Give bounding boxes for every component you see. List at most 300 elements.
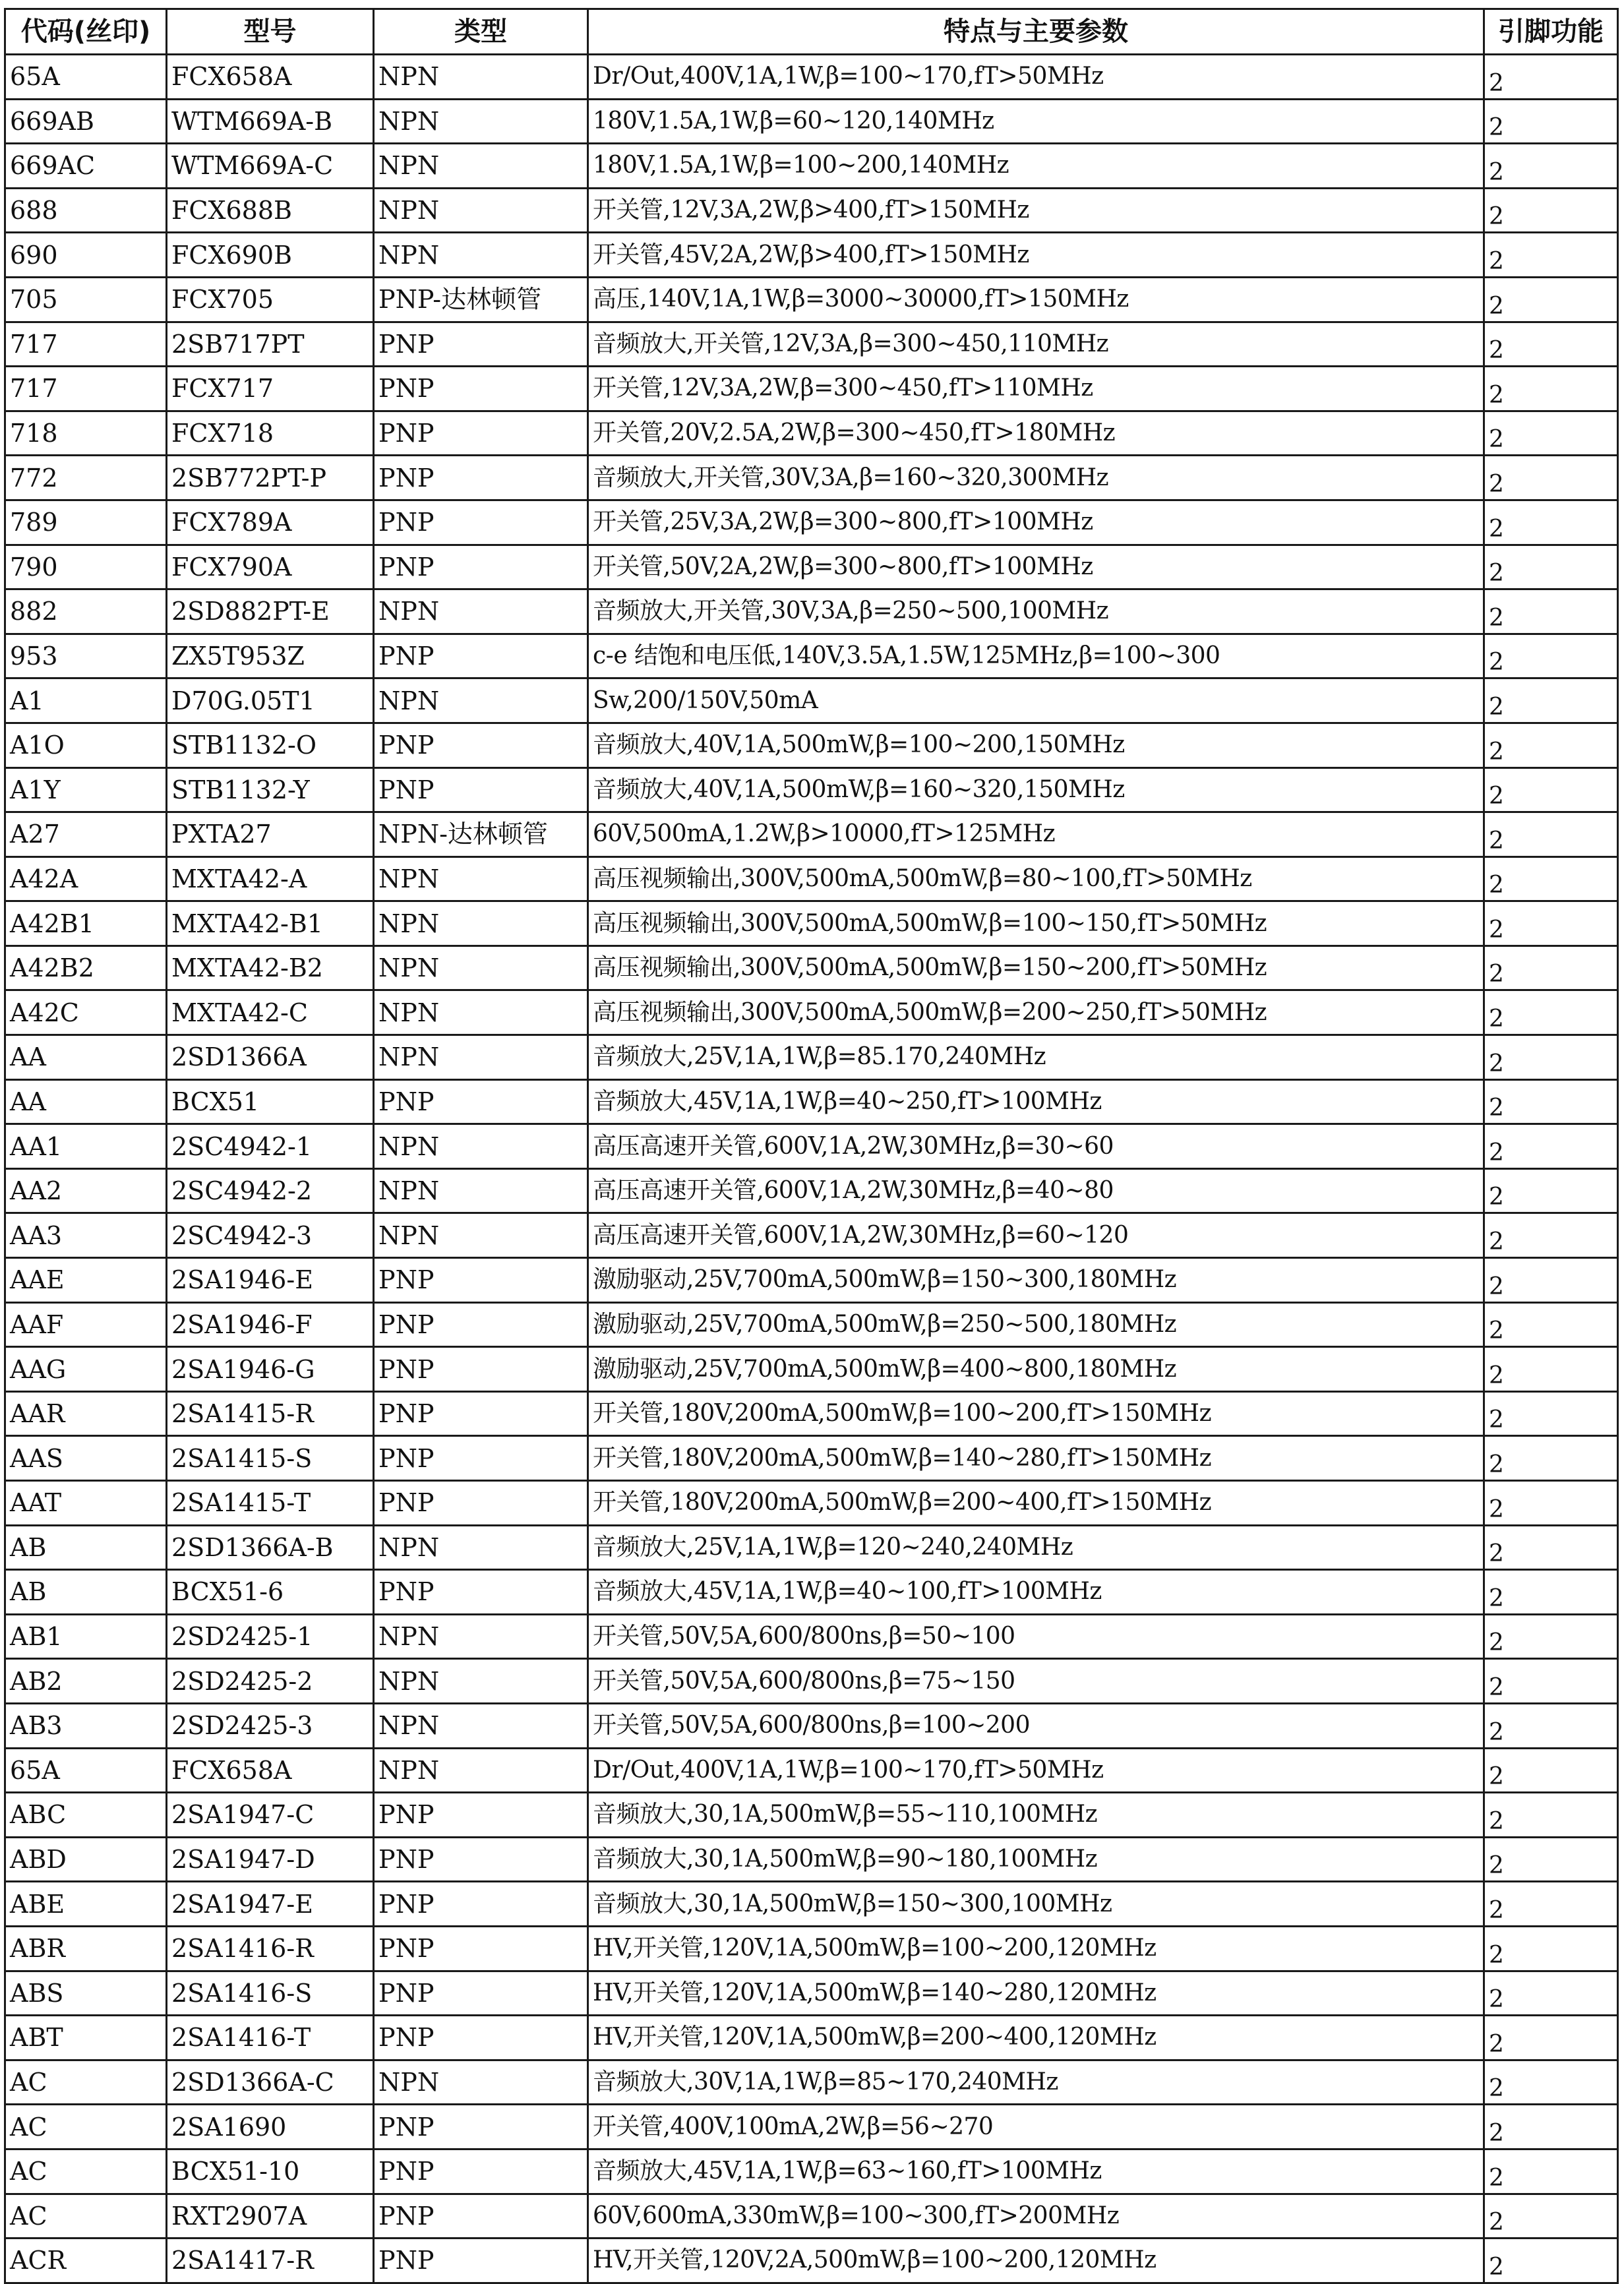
table-row	[5, 1347, 1618, 1392]
cell-model: FCX658A	[167, 55, 374, 100]
cell-params: 开关管,20V,2.5A,2W,β=300~450,fT>180MHz	[588, 411, 1484, 456]
table-row	[5, 723, 1618, 767]
cell-pin-function: 2	[1484, 767, 1618, 812]
cell-code: 790	[5, 545, 167, 589]
cell-model: STB1132-O	[167, 723, 374, 767]
table-row	[5, 277, 1618, 322]
cell-params: 开关管,12V,3A,2W,β=300~450,fT>110MHz	[588, 367, 1484, 411]
cell-model: FCX789A	[167, 500, 374, 545]
cell-code: AAE	[5, 1258, 167, 1303]
cell-params: 音频放大,45V,1A,1W,β=63~160,fT>100MHz	[588, 2149, 1484, 2194]
cell-pin-function: 2	[1484, 1882, 1618, 1927]
cell-params: 音频放大,30V,1A,1W,β=85~170,240MHz	[588, 2060, 1484, 2105]
cell-params: 开关管,45V,2A,2W,β>400,fT>150MHz	[588, 233, 1484, 278]
cell-code: A1O	[5, 723, 167, 767]
cell-code: AB	[5, 1570, 167, 1615]
transistor-code-table	[4, 8, 1619, 2284]
cell-model: BCX51	[167, 1079, 374, 1124]
table-row	[5, 2149, 1618, 2194]
cell-model: BCX51-10	[167, 2149, 374, 2194]
cell-type: PNP	[374, 2239, 588, 2283]
cell-pin-function: 2	[1484, 456, 1618, 500]
cell-code: A42B1	[5, 901, 167, 946]
cell-code: AAT	[5, 1481, 167, 1526]
cell-type: PNP	[374, 2105, 588, 2149]
cell-params: 音频放大,开关管,12V,3A,β=300~450,110MHz	[588, 322, 1484, 367]
cell-params: 开关管,12V,3A,2W,β>400,fT>150MHz	[588, 188, 1484, 233]
cell-type: PNP	[374, 1837, 588, 1882]
cell-pin-function: 2	[1484, 233, 1618, 278]
cell-params: Dr/Out,400V,1A,1W,β=100~170,fT>50MHz	[588, 1748, 1484, 1793]
cell-code: 953	[5, 634, 167, 678]
cell-type: NPN	[374, 188, 588, 233]
cell-type: NPN	[374, 1703, 588, 1748]
cell-type: PNP	[374, 1347, 588, 1392]
cell-code: A1Y	[5, 767, 167, 812]
cell-params: HV,开关管,120V,2A,500mW,β=100~200,120MHz	[588, 2239, 1484, 2283]
cell-code: A42C	[5, 990, 167, 1035]
cell-model: PXTA27	[167, 812, 374, 857]
cell-pin-function: 2	[1484, 990, 1618, 1035]
cell-model: WTM669A-C	[167, 144, 374, 189]
table-row	[5, 1659, 1618, 1704]
cell-params: 音频放大,30,1A,500mW,β=150~300,100MHz	[588, 1882, 1484, 1927]
cell-model: FCX790A	[167, 545, 374, 589]
cell-code: ABE	[5, 1882, 167, 1927]
cell-code: AAF	[5, 1302, 167, 1347]
cell-code: A42A	[5, 856, 167, 901]
table-row	[5, 678, 1618, 723]
cell-model: 2SD2425-2	[167, 1659, 374, 1704]
cell-type: NPN	[374, 1213, 588, 1258]
cell-type: PNP	[374, 2016, 588, 2060]
cell-code: 789	[5, 500, 167, 545]
cell-code: A27	[5, 812, 167, 857]
table-row	[5, 1124, 1618, 1169]
table-row	[5, 1837, 1618, 1882]
cell-params: 开关管,180V,200mA,500mW,β=200~400,fT>150MHz	[588, 1481, 1484, 1526]
cell-params: HV,开关管,120V,1A,500mW,β=100~200,120MHz	[588, 1926, 1484, 1971]
cell-pin-function: 2	[1484, 589, 1618, 634]
cell-type: NPN	[374, 856, 588, 901]
table-row	[5, 322, 1618, 367]
cell-model: BCX51-6	[167, 1570, 374, 1615]
cell-type: NPN	[374, 1525, 588, 1570]
cell-params: 开关管,50V,5A,600/800ns,β=100~200	[588, 1703, 1484, 1748]
cell-code: AA	[5, 1035, 167, 1080]
table-row	[5, 1614, 1618, 1659]
table-row	[5, 1436, 1618, 1481]
cell-code: ABC	[5, 1793, 167, 1838]
table-row	[5, 367, 1618, 411]
cell-params: 高压视频输出,300V,500mA,500mW,β=200~250,fT>50MHz	[588, 990, 1484, 1035]
cell-pin-function: 2	[1484, 1391, 1618, 1436]
cell-model: 2SD2425-3	[167, 1703, 374, 1748]
cell-params: 开关管,180V,200mA,500mW,β=100~200,fT>150MHz	[588, 1391, 1484, 1436]
cell-params: 60V,600mA,330mW,β=100~300,fT>200MHz	[588, 2194, 1484, 2239]
table-row	[5, 500, 1618, 545]
cell-params: 音频放大,开关管,30V,3A,β=160~320,300MHz	[588, 456, 1484, 500]
cell-params: 音频放大,开关管,30V,3A,β=250~500,100MHz	[588, 589, 1484, 634]
cell-pin-function: 2	[1484, 634, 1618, 678]
cell-model: 2SD882PT-E	[167, 589, 374, 634]
cell-code: 718	[5, 411, 167, 456]
cell-type: NPN	[374, 589, 588, 634]
cell-pin-function: 2	[1484, 723, 1618, 767]
table-row	[5, 1213, 1618, 1258]
cell-code: 705	[5, 277, 167, 322]
table-row	[5, 1570, 1618, 1615]
cell-model: 2SD1366A-B	[167, 1525, 374, 1570]
cell-pin-function: 2	[1484, 1035, 1618, 1080]
table-body	[5, 55, 1618, 2283]
cell-params: 高压视频输出,300V,500mA,500mW,β=150~200,fT>50MHz	[588, 946, 1484, 990]
cell-code: 669AB	[5, 99, 167, 144]
cell-params: 开关管,25V,3A,2W,β=300~800,fT>100MHz	[588, 500, 1484, 545]
cell-model: 2SA1947-D	[167, 1837, 374, 1882]
cell-pin-function: 2	[1484, 500, 1618, 545]
cell-pin-function: 2	[1484, 1659, 1618, 1704]
table-row	[5, 634, 1618, 678]
table-row	[5, 1079, 1618, 1124]
cell-model: FCX658A	[167, 1748, 374, 1793]
cell-params: 音频放大,45V,1A,1W,β=40~100,fT>100MHz	[588, 1570, 1484, 1615]
cell-model: 2SA1416-T	[167, 2016, 374, 2060]
cell-model: 2SA1416-S	[167, 1971, 374, 2016]
cell-pin-function: 2	[1484, 545, 1618, 589]
cell-pin-function: 2	[1484, 1079, 1618, 1124]
cell-model: 2SA1947-C	[167, 1793, 374, 1838]
cell-params: 激励驱动,25V,700mA,500mW,β=250~500,180MHz	[588, 1302, 1484, 1347]
cell-code: 669AC	[5, 144, 167, 189]
table-row	[5, 1302, 1618, 1347]
cell-code: AA	[5, 1079, 167, 1124]
cell-type: PNP	[374, 1793, 588, 1838]
table-row	[5, 1703, 1618, 1748]
cell-type: PNP	[374, 1258, 588, 1303]
cell-pin-function: 2	[1484, 277, 1618, 322]
cell-code: AA3	[5, 1213, 167, 1258]
cell-type: PNP	[374, 2149, 588, 2194]
cell-pin-function: 2	[1484, 1302, 1618, 1347]
table-row	[5, 2239, 1618, 2283]
cell-model: 2SA1417-R	[167, 2239, 374, 2283]
cell-params: 激励驱动,25V,700mA,500mW,β=150~300,180MHz	[588, 1258, 1484, 1303]
header-params: 特点与主要参数	[588, 9, 1484, 55]
cell-model: D70G.05T1	[167, 678, 374, 723]
cell-model: FCX688B	[167, 188, 374, 233]
cell-code: 688	[5, 188, 167, 233]
cell-pin-function: 2	[1484, 1703, 1618, 1748]
cell-model: RXT2907A	[167, 2194, 374, 2239]
table-row	[5, 1168, 1618, 1213]
cell-code: AA2	[5, 1168, 167, 1213]
cell-model: 2SC4942-2	[167, 1168, 374, 1213]
cell-pin-function: 2	[1484, 1837, 1618, 1882]
cell-pin-function: 2	[1484, 2060, 1618, 2105]
cell-code: 65A	[5, 1748, 167, 1793]
table-row	[5, 1748, 1618, 1793]
cell-type: PNP	[374, 1391, 588, 1436]
cell-pin-function: 2	[1484, 144, 1618, 189]
cell-model: 2SD1366A-C	[167, 2060, 374, 2105]
table-row	[5, 188, 1618, 233]
cell-params: 开关管,400V,100mA,2W,β=56~270	[588, 2105, 1484, 2149]
table-row	[5, 990, 1618, 1035]
cell-params: 音频放大,30,1A,500mW,β=90~180,100MHz	[588, 1837, 1484, 1882]
cell-pin-function: 2	[1484, 1525, 1618, 1570]
table-row	[5, 1258, 1618, 1303]
cell-type: NPN	[374, 99, 588, 144]
cell-pin-function: 2	[1484, 2149, 1618, 2194]
cell-pin-function: 2	[1484, 1481, 1618, 1526]
cell-pin-function: 2	[1484, 1570, 1618, 1615]
cell-type: NPN	[374, 55, 588, 100]
cell-type: PNP	[374, 1079, 588, 1124]
cell-params: 激励驱动,25V,700mA,500mW,β=400~800,180MHz	[588, 1347, 1484, 1392]
table-row	[5, 1035, 1618, 1080]
cell-params: c-e 结饱和电压低,140V,3.5A,1.5W,125MHz,β=100~300	[588, 634, 1484, 678]
table-header-row	[5, 9, 1618, 55]
cell-code: AB	[5, 1525, 167, 1570]
cell-params: 高压视频输出,300V,500mA,500mW,β=100~150,fT>50MHz	[588, 901, 1484, 946]
table-row	[5, 767, 1618, 812]
cell-type: PNP	[374, 1481, 588, 1526]
cell-model: FCX717	[167, 367, 374, 411]
cell-model: 2SB772PT-P	[167, 456, 374, 500]
cell-model: 2SA1415-R	[167, 1391, 374, 1436]
table-row	[5, 812, 1618, 857]
cell-pin-function: 2	[1484, 1213, 1618, 1258]
cell-model: ZX5T953Z	[167, 634, 374, 678]
cell-pin-function: 2	[1484, 1436, 1618, 1481]
table-row	[5, 1525, 1618, 1570]
cell-type: NPN	[374, 1168, 588, 1213]
cell-type: PNP	[374, 1436, 588, 1481]
table-row	[5, 1926, 1618, 1971]
cell-type: PNP	[374, 1971, 588, 2016]
table-row	[5, 856, 1618, 901]
table-row	[5, 2194, 1618, 2239]
table-row	[5, 1481, 1618, 1526]
cell-model: 2SA1946-E	[167, 1258, 374, 1303]
cell-code: 882	[5, 589, 167, 634]
cell-pin-function: 2	[1484, 856, 1618, 901]
cell-type: PNP	[374, 634, 588, 678]
cell-code: A42B2	[5, 946, 167, 990]
table-row	[5, 456, 1618, 500]
header-model: 型号	[167, 9, 374, 55]
cell-model: MXTA42-A	[167, 856, 374, 901]
cell-code: 772	[5, 456, 167, 500]
cell-model: MXTA42-B1	[167, 901, 374, 946]
cell-type: NPN	[374, 233, 588, 278]
cell-model: 2SA1416-R	[167, 1926, 374, 1971]
cell-params: 音频放大,30,1A,500mW,β=55~110,100MHz	[588, 1793, 1484, 1838]
cell-type: NPN	[374, 144, 588, 189]
cell-model: 2SA1415-T	[167, 1481, 374, 1526]
cell-model: MXTA42-B2	[167, 946, 374, 990]
cell-type: PNP	[374, 322, 588, 367]
header-pin-function: 引脚功能	[1484, 9, 1618, 55]
cell-params: 开关管,50V,5A,600/800ns,β=75~150	[588, 1659, 1484, 1704]
cell-params: 开关管,180V,200mA,500mW,β=140~280,fT>150MHz	[588, 1436, 1484, 1481]
cell-model: FCX690B	[167, 233, 374, 278]
cell-pin-function: 2	[1484, 1971, 1618, 2016]
cell-params: 开关管,50V,5A,600/800ns,β=50~100	[588, 1614, 1484, 1659]
cell-model: 2SD2425-1	[167, 1614, 374, 1659]
cell-model: STB1132-Y	[167, 767, 374, 812]
cell-pin-function: 2	[1484, 2239, 1618, 2283]
cell-params: 音频放大,40V,1A,500mW,β=160~320,150MHz	[588, 767, 1484, 812]
table-row	[5, 55, 1618, 100]
cell-pin-function: 2	[1484, 2016, 1618, 2060]
table-row	[5, 99, 1618, 144]
cell-pin-function: 2	[1484, 678, 1618, 723]
table-row	[5, 2105, 1618, 2149]
table-row	[5, 1971, 1618, 2016]
cell-pin-function: 2	[1484, 1793, 1618, 1838]
cell-params: HV,开关管,120V,1A,500mW,β=200~400,120MHz	[588, 2016, 1484, 2060]
cell-code: 717	[5, 367, 167, 411]
cell-pin-function: 2	[1484, 411, 1618, 456]
table-row	[5, 2060, 1618, 2105]
cell-type: NPN	[374, 2060, 588, 2105]
table-row	[5, 545, 1618, 589]
table-row	[5, 1793, 1618, 1838]
cell-model: WTM669A-B	[167, 99, 374, 144]
cell-code: AA1	[5, 1124, 167, 1169]
cell-code: ACR	[5, 2239, 167, 2283]
cell-params: HV,开关管,120V,1A,500mW,β=140~280,120MHz	[588, 1971, 1484, 2016]
table-row	[5, 1391, 1618, 1436]
cell-code: 690	[5, 233, 167, 278]
cell-type: PNP	[374, 1570, 588, 1615]
cell-type: PNP	[374, 545, 588, 589]
cell-pin-function: 2	[1484, 946, 1618, 990]
cell-code: A1	[5, 678, 167, 723]
cell-type: PNP	[374, 500, 588, 545]
cell-pin-function: 2	[1484, 322, 1618, 367]
cell-code: AB2	[5, 1659, 167, 1704]
cell-code: AC	[5, 2149, 167, 2194]
cell-model: 2SD1366A	[167, 1035, 374, 1080]
header-type: 类型	[374, 9, 588, 55]
cell-params: 音频放大,25V,1A,1W,β=120~240,240MHz	[588, 1525, 1484, 1570]
cell-pin-function: 2	[1484, 1168, 1618, 1213]
cell-model: MXTA42-C	[167, 990, 374, 1035]
cell-model: 2SA1690	[167, 2105, 374, 2149]
cell-params: 高压,140V,1A,1W,β=3000~30000,fT>150MHz	[588, 277, 1484, 322]
cell-params: 60V,500mA,1.2W,β>10000,fT>125MHz	[588, 812, 1484, 857]
cell-params: Sw,200/150V,50mA	[588, 678, 1484, 723]
cell-type: NPN	[374, 901, 588, 946]
cell-type: PNP	[374, 767, 588, 812]
cell-type: PNP	[374, 1302, 588, 1347]
cell-type: PNP-达林顿管	[374, 277, 588, 322]
table-row	[5, 144, 1618, 189]
cell-model: 2SB717PT	[167, 322, 374, 367]
cell-type: PNP	[374, 1882, 588, 1927]
cell-params: 音频放大,25V,1A,1W,β=85.170,240MHz	[588, 1035, 1484, 1080]
cell-type: NPN	[374, 946, 588, 990]
table-row	[5, 1882, 1618, 1927]
cell-pin-function: 2	[1484, 1748, 1618, 1793]
cell-code: ABR	[5, 1926, 167, 1971]
cell-code: ABT	[5, 2016, 167, 2060]
cell-code: ABS	[5, 1971, 167, 2016]
cell-code: ABD	[5, 1837, 167, 1882]
cell-code: AAR	[5, 1391, 167, 1436]
cell-pin-function: 2	[1484, 1926, 1618, 1971]
table-row	[5, 946, 1618, 990]
cell-params: 高压高速开关管,600V,1A,2W,30MHz,β=60~120	[588, 1213, 1484, 1258]
cell-type: PNP	[374, 367, 588, 411]
cell-type: NPN	[374, 1124, 588, 1169]
cell-code: 717	[5, 322, 167, 367]
cell-type: PNP	[374, 411, 588, 456]
header-code: 代码(丝印)	[5, 9, 167, 55]
cell-type: PNP	[374, 2194, 588, 2239]
cell-code: AB3	[5, 1703, 167, 1748]
cell-code: AC	[5, 2194, 167, 2239]
cell-type: NPN	[374, 1614, 588, 1659]
cell-pin-function: 2	[1484, 1347, 1618, 1392]
cell-code: AAS	[5, 1436, 167, 1481]
cell-model: 2SA1947-E	[167, 1882, 374, 1927]
table-row	[5, 901, 1618, 946]
cell-params: 音频放大,40V,1A,500mW,β=100~200,150MHz	[588, 723, 1484, 767]
cell-model: 2SA1415-S	[167, 1436, 374, 1481]
cell-model: FCX705	[167, 277, 374, 322]
cell-type: PNP	[374, 723, 588, 767]
cell-params: Dr/Out,400V,1A,1W,β=100~170,fT>50MHz	[588, 55, 1484, 100]
cell-pin-function: 2	[1484, 1258, 1618, 1303]
cell-model: 2SC4942-1	[167, 1124, 374, 1169]
table-row	[5, 411, 1618, 456]
cell-params: 开关管,50V,2A,2W,β=300~800,fT>100MHz	[588, 545, 1484, 589]
cell-pin-function: 2	[1484, 99, 1618, 144]
cell-code: AC	[5, 2060, 167, 2105]
cell-params: 音频放大,45V,1A,1W,β=40~250,fT>100MHz	[588, 1079, 1484, 1124]
cell-params: 高压高速开关管,600V,1A,2W,30MHz,β=40~80	[588, 1168, 1484, 1213]
cell-pin-function: 2	[1484, 1124, 1618, 1169]
cell-type: NPN	[374, 1748, 588, 1793]
cell-type: NPN-达林顿管	[374, 812, 588, 857]
cell-type: PNP	[374, 1926, 588, 1971]
cell-model: 2SC4942-3	[167, 1213, 374, 1258]
cell-code: AC	[5, 2105, 167, 2149]
cell-pin-function: 2	[1484, 188, 1618, 233]
cell-pin-function: 2	[1484, 2194, 1618, 2239]
cell-model: 2SA1946-G	[167, 1347, 374, 1392]
cell-type: NPN	[374, 1659, 588, 1704]
cell-code: 65A	[5, 55, 167, 100]
cell-type: PNP	[374, 456, 588, 500]
table-row	[5, 589, 1618, 634]
cell-params: 高压视频输出,300V,500mA,500mW,β=80~100,fT>50MHz	[588, 856, 1484, 901]
cell-model: FCX718	[167, 411, 374, 456]
cell-pin-function: 2	[1484, 55, 1618, 100]
cell-model: 2SA1946-F	[167, 1302, 374, 1347]
cell-params: 180V,1.5A,1W,β=60~120,140MHz	[588, 99, 1484, 144]
cell-pin-function: 2	[1484, 901, 1618, 946]
cell-type: NPN	[374, 990, 588, 1035]
cell-params: 180V,1.5A,1W,β=100~200,140MHz	[588, 144, 1484, 189]
cell-pin-function: 2	[1484, 2105, 1618, 2149]
cell-pin-function: 2	[1484, 812, 1618, 857]
table-row	[5, 2016, 1618, 2060]
